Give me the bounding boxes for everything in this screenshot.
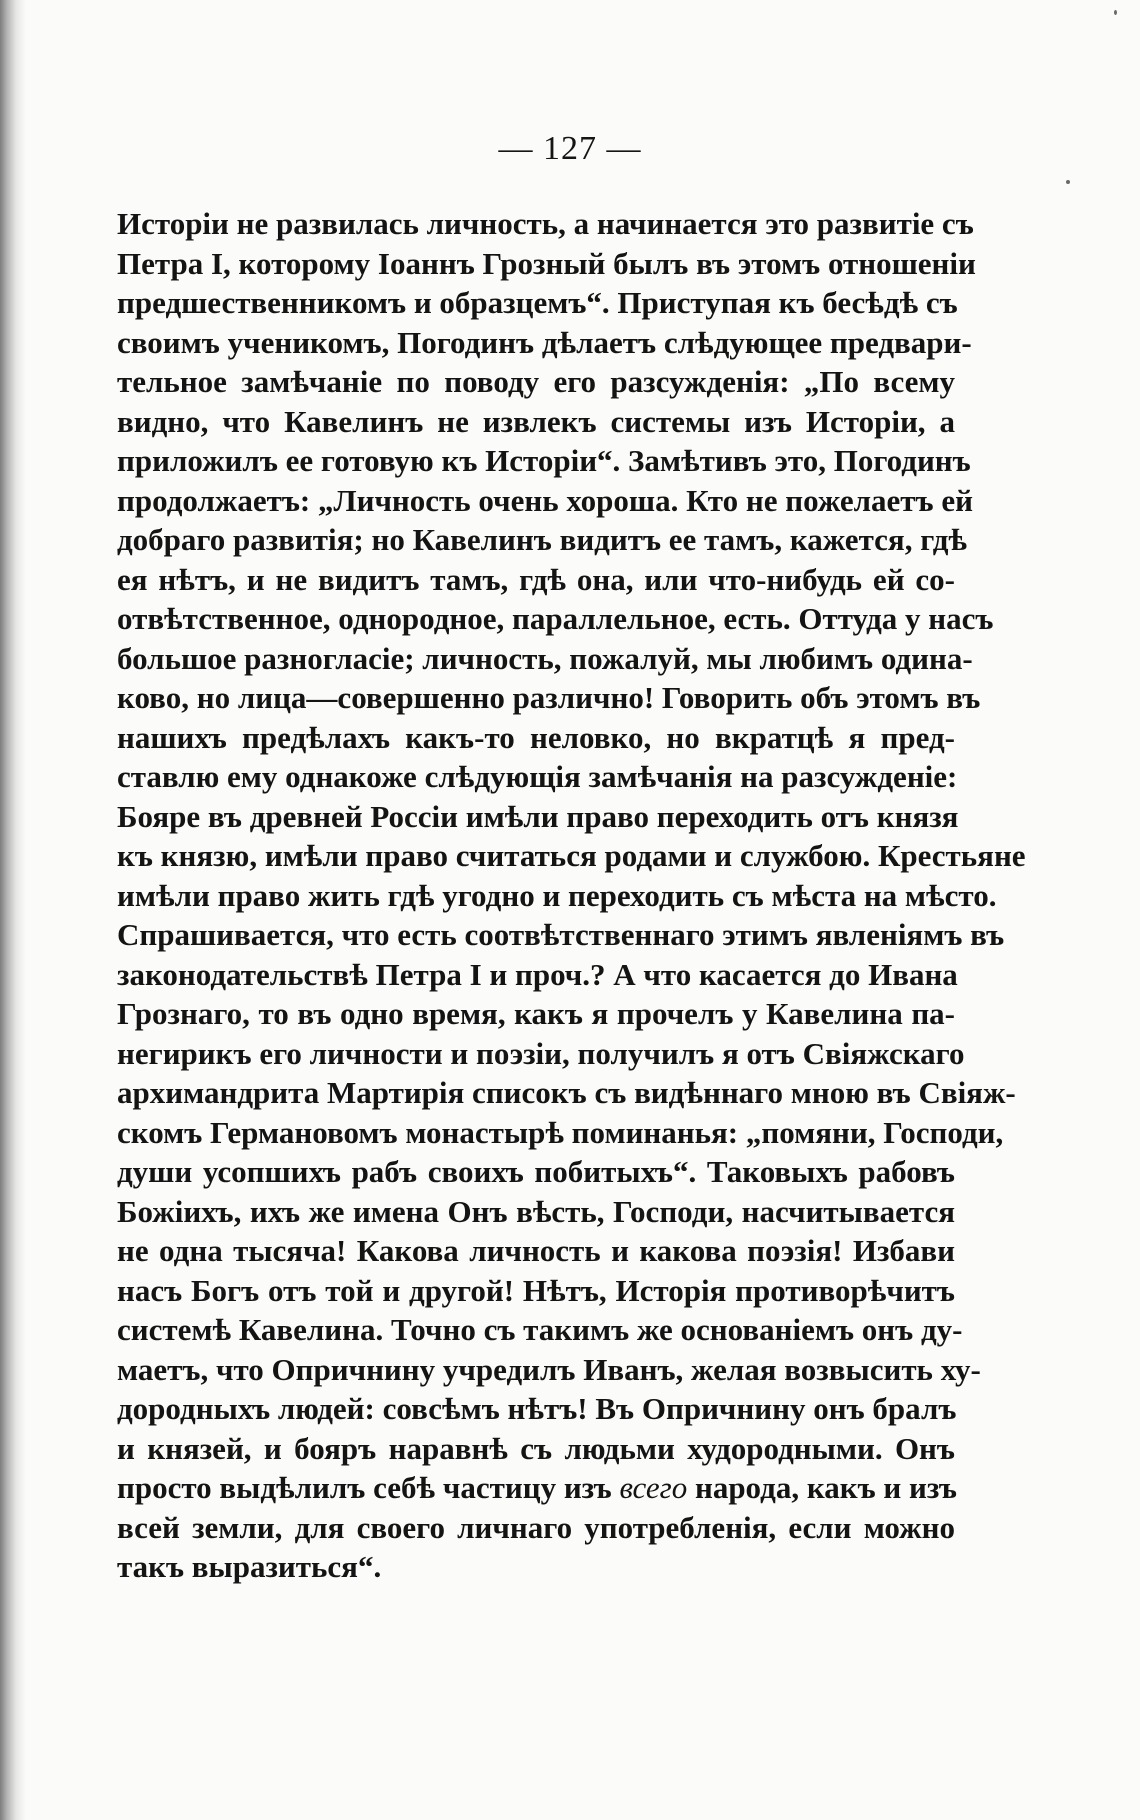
scan-speck [1066, 180, 1070, 184]
text-line: ково, но лица—совершенно различно! Говорить объ этомъ въ [117, 680, 981, 715]
text-line: нашихъ предѣлахъ какъ-то неловко, но вкратцѣ я пред- [117, 719, 955, 755]
text-line: скомъ Германовомъ монастырѣ поминанья: „помяни, Господи, [117, 1114, 1004, 1150]
text-line: къ князю, имѣли право считаться родами и службою. Крестьяне [117, 838, 1026, 873]
text-line: негирикъ его личности и поэзіи, получилъ я отъ Свіяжскаго [117, 1035, 965, 1071]
body-text [117, 204, 1026, 1587]
text-span: просто выдѣлилъ себѣ частицу изъ [117, 1470, 620, 1505]
book-spine-shadow [0, 0, 16, 1820]
text-line: Грознаго, то въ одно время, какъ я прочелъ у Кавелина па- [117, 996, 955, 1031]
scan-speck [1114, 10, 1117, 15]
text-line: насъ Богъ отъ той и другой! Нѣтъ, Исторія противорѣчитъ [117, 1272, 955, 1308]
text-line: и князей, и бояръ наравнѣ съ людьми худородными. Онъ [117, 1430, 955, 1466]
text-line: всей земли, для своего личнаго употребленія, если можно [117, 1509, 955, 1545]
text-line: архимандрита Мартирія списокъ съ видѣннаго мною въ Свіяж- [117, 1075, 1016, 1110]
text-line: дородныхъ людей: совсѣмъ нѣтъ! Въ Опричнину онъ бралъ [117, 1391, 957, 1426]
text-line: добраго развитія; но Кавелинъ видитъ ее тамъ, кажется, гдѣ [117, 522, 968, 557]
text-line: Спрашивается, что есть соотвѣтственнаго этимъ явленіямъ въ [117, 917, 1005, 952]
text-line: такъ выразиться“. [117, 1549, 382, 1584]
spine-gradient [16, 0, 26, 1820]
text-line: имѣли право жить гдѣ угодно и переходить съ мѣста на мѣсто. [117, 877, 997, 913]
text-line: ея нѣтъ, и не видитъ тамъ, гдѣ она, или что-нибудь ей со- [117, 561, 955, 597]
text-line: Петра I, которому Іоаннъ Грозный былъ въ этомъ отношеніи [117, 245, 976, 281]
text-line [117, 1468, 955, 1508]
text-line: Бояре въ древней Россіи имѣли право переходить отъ князя [117, 798, 959, 834]
text-line: большое разногласіе; личность, пожалуй, мы любимъ одина- [117, 640, 973, 676]
text-line: ставлю ему однакоже слѣдующія замѣчанія на разсужденіе: [117, 759, 958, 794]
text-span: народа, какъ и изъ [687, 1470, 957, 1505]
text-line: своимъ ученикомъ, Погодинъ дѣлаетъ слѣдующее предвари- [117, 324, 972, 360]
text-line: Исторіи не развилась личность, а начинается это развитіе съ [117, 206, 974, 241]
text-line: тельное замѣчаніе по поводу его разсужденія: „По всему [117, 364, 955, 399]
text-line: отвѣтственное, однородное, параллельное, есть. Оттуда у насъ [117, 601, 994, 636]
text-line: маетъ, что Опричнину учредилъ Иванъ, желая возвысить ху- [117, 1351, 981, 1387]
text-line: продолжаетъ: „Личность очень хороша. Кто не пожелаетъ ей [117, 482, 973, 518]
text-line: видно, что Кавелинъ не извлекъ системы изъ Исторіи, а [117, 403, 955, 439]
text-line: души усопшихъ рабъ своихъ побитыхъ“. Таковыхъ рабовъ [117, 1154, 955, 1189]
text-line: Божіихъ, ихъ же имена Онъ вѣсть, Господи, насчитывается [117, 1193, 955, 1229]
text-line: системѣ Кавелина. Точно съ такимъ же основаніемъ онъ ду- [117, 1312, 963, 1347]
italic-word: всего [619, 1470, 688, 1505]
text-line: приложилъ ее готовую къ Исторіи“. Замѣтивъ это, Погодинъ [117, 443, 971, 478]
text-line: предшественникомъ и образцемъ“. Приступая къ бесѣдѣ съ [117, 285, 958, 320]
text-line: не одна тысяча! Какова личность и какова поэзія! Избави [117, 1233, 955, 1268]
page-number: — 127 — [498, 130, 642, 167]
text-line: законодательствѣ Петра I и проч.? А что касается до Ивана [117, 956, 958, 992]
